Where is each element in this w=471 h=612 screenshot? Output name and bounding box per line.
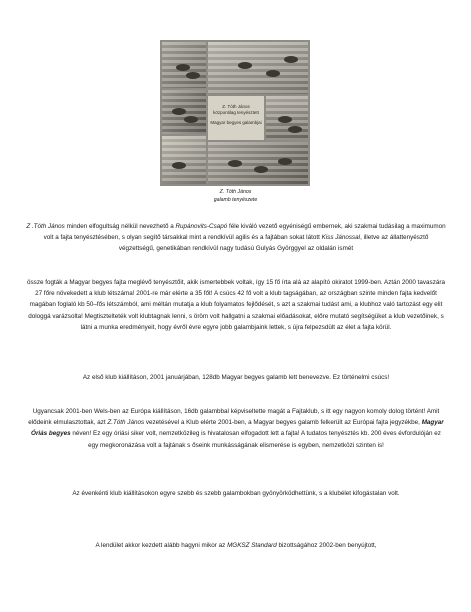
- text-span: minden elfogultság nélkül nevezhető a: [64, 223, 176, 230]
- photo-tile: [208, 42, 308, 94]
- photo-tile: [162, 136, 206, 184]
- paragraph-1: [26, 221, 446, 255]
- paragraph-6: [26, 540, 446, 551]
- photo-tile: [208, 142, 308, 184]
- photo-tile: [162, 90, 206, 134]
- pigeon-breeding-photo: [160, 40, 310, 186]
- paragraph-3: Az első klub kiállításon, 2001 januárjában, 128db Magyar begyes galamb lett benevezve. Ez történelmi csúcs!: [82, 374, 390, 381]
- paragraph-4: [26, 406, 446, 451]
- text-span: bizottságához 2002-ben benyújtott,: [276, 542, 377, 549]
- photo-tile: [266, 96, 308, 140]
- plaque-line: Magyar begyes galambjai: [210, 120, 262, 125]
- text-span: féle kiváló vezető egyéniségű embernek, aki szakmai tudásilag a maximumon volt a fajta tenyésztésében, s olyan segítő társakkal mint a rendkívül agilis és a fajtában sokat látott: [43, 223, 446, 242]
- plaque-line: központilag tenyésztett: [213, 110, 259, 115]
- paragraph-5: Az évenkénti klub kiállításokon egyre szebb és szebb galambokban gyönyörködhettünk, s a klubélet kifogástalan volt.: [72, 490, 400, 497]
- plaque-line: Z. Tóth János: [222, 104, 250, 109]
- text-span: A lendület akkor kezdett alább hagyni mikor az: [95, 542, 228, 549]
- photo-plaque: [208, 96, 264, 140]
- paragraph-2: össze fogták a Magyar begyes fajta meglévő tenyésztőit, akik ismertebbek voltak, így 15 fő írta alá az alapító okiratot 1999-ben. Aztán 2000 tavaszára 27 főre növekedett a klub létszáma! 2001-re már elérte a 35 főt! A csúcs 42 fő volt a klub tagságában, az országban szinte minden fajta kedvelőt magában foglaló kb 50–fős létszámból, ami méltán mutatja a klub folyamatos fejlődését, s azt a szakmai tudást ami, a klubhoz való tartozást egy elit dologgá varázsolta! Megtisztelteték volt klubtagnak lenni, s öröm volt hallgatni a szakmai előadásokat, előre mutató segítségüket a klub vezetőinek, s látni a munka eredményeit, hogy évről évre egyre jobb galambjaink lettek, s újra felpezsdült az élet a fajta körül.: [27, 279, 445, 331]
- photo-caption-name: Z. Tóth János: [219, 189, 252, 195]
- organization-name: MGKSZ Standard: [227, 542, 277, 549]
- photo-tile: [162, 42, 206, 88]
- person-name: Kiss Jánossal: [321, 234, 361, 242]
- person-name: Z.Tóth János: [107, 419, 145, 427]
- text-span: vezetésével a Klub elérte 2001-ben, a Magyar begyes galamb felkerült az Európai fajta jegyzékbe,: [144, 419, 422, 427]
- text-span: , illetve az állattenyésztő végzettségű, genetikában rendkívül nagy tudású Gulyás Györggyel az oldalán ismét: [118, 234, 429, 253]
- breed-name: Rupánovits-Csapó: [175, 223, 228, 230]
- text-span: Ugyancsak 2001-ben Wels-ben az Európa kiállításon, 16db galambbal képviseltette magát a Fajtaklub, s itt egy nagyon komoly dolog történt! Amit elődeink elmulasztottak, azt: [28, 408, 440, 427]
- photo-caption-subtitle: galamb tenyészete: [213, 197, 258, 203]
- breed-name-official: Magyar Óriás begyes: [31, 419, 444, 438]
- author-name: Z .Tóth János: [26, 223, 65, 230]
- text-span: néven! Ez egy óriási siker volt, nemzetközileg is hivatalosan elfogadott lett a fajta! A tudatos tenyésztés kb. 200 éves évfordulóján ez egy megkoronázása volt a fajtának s őseink munkásságának elismerése is egyben, nemzetközi szinten is!: [70, 430, 441, 449]
